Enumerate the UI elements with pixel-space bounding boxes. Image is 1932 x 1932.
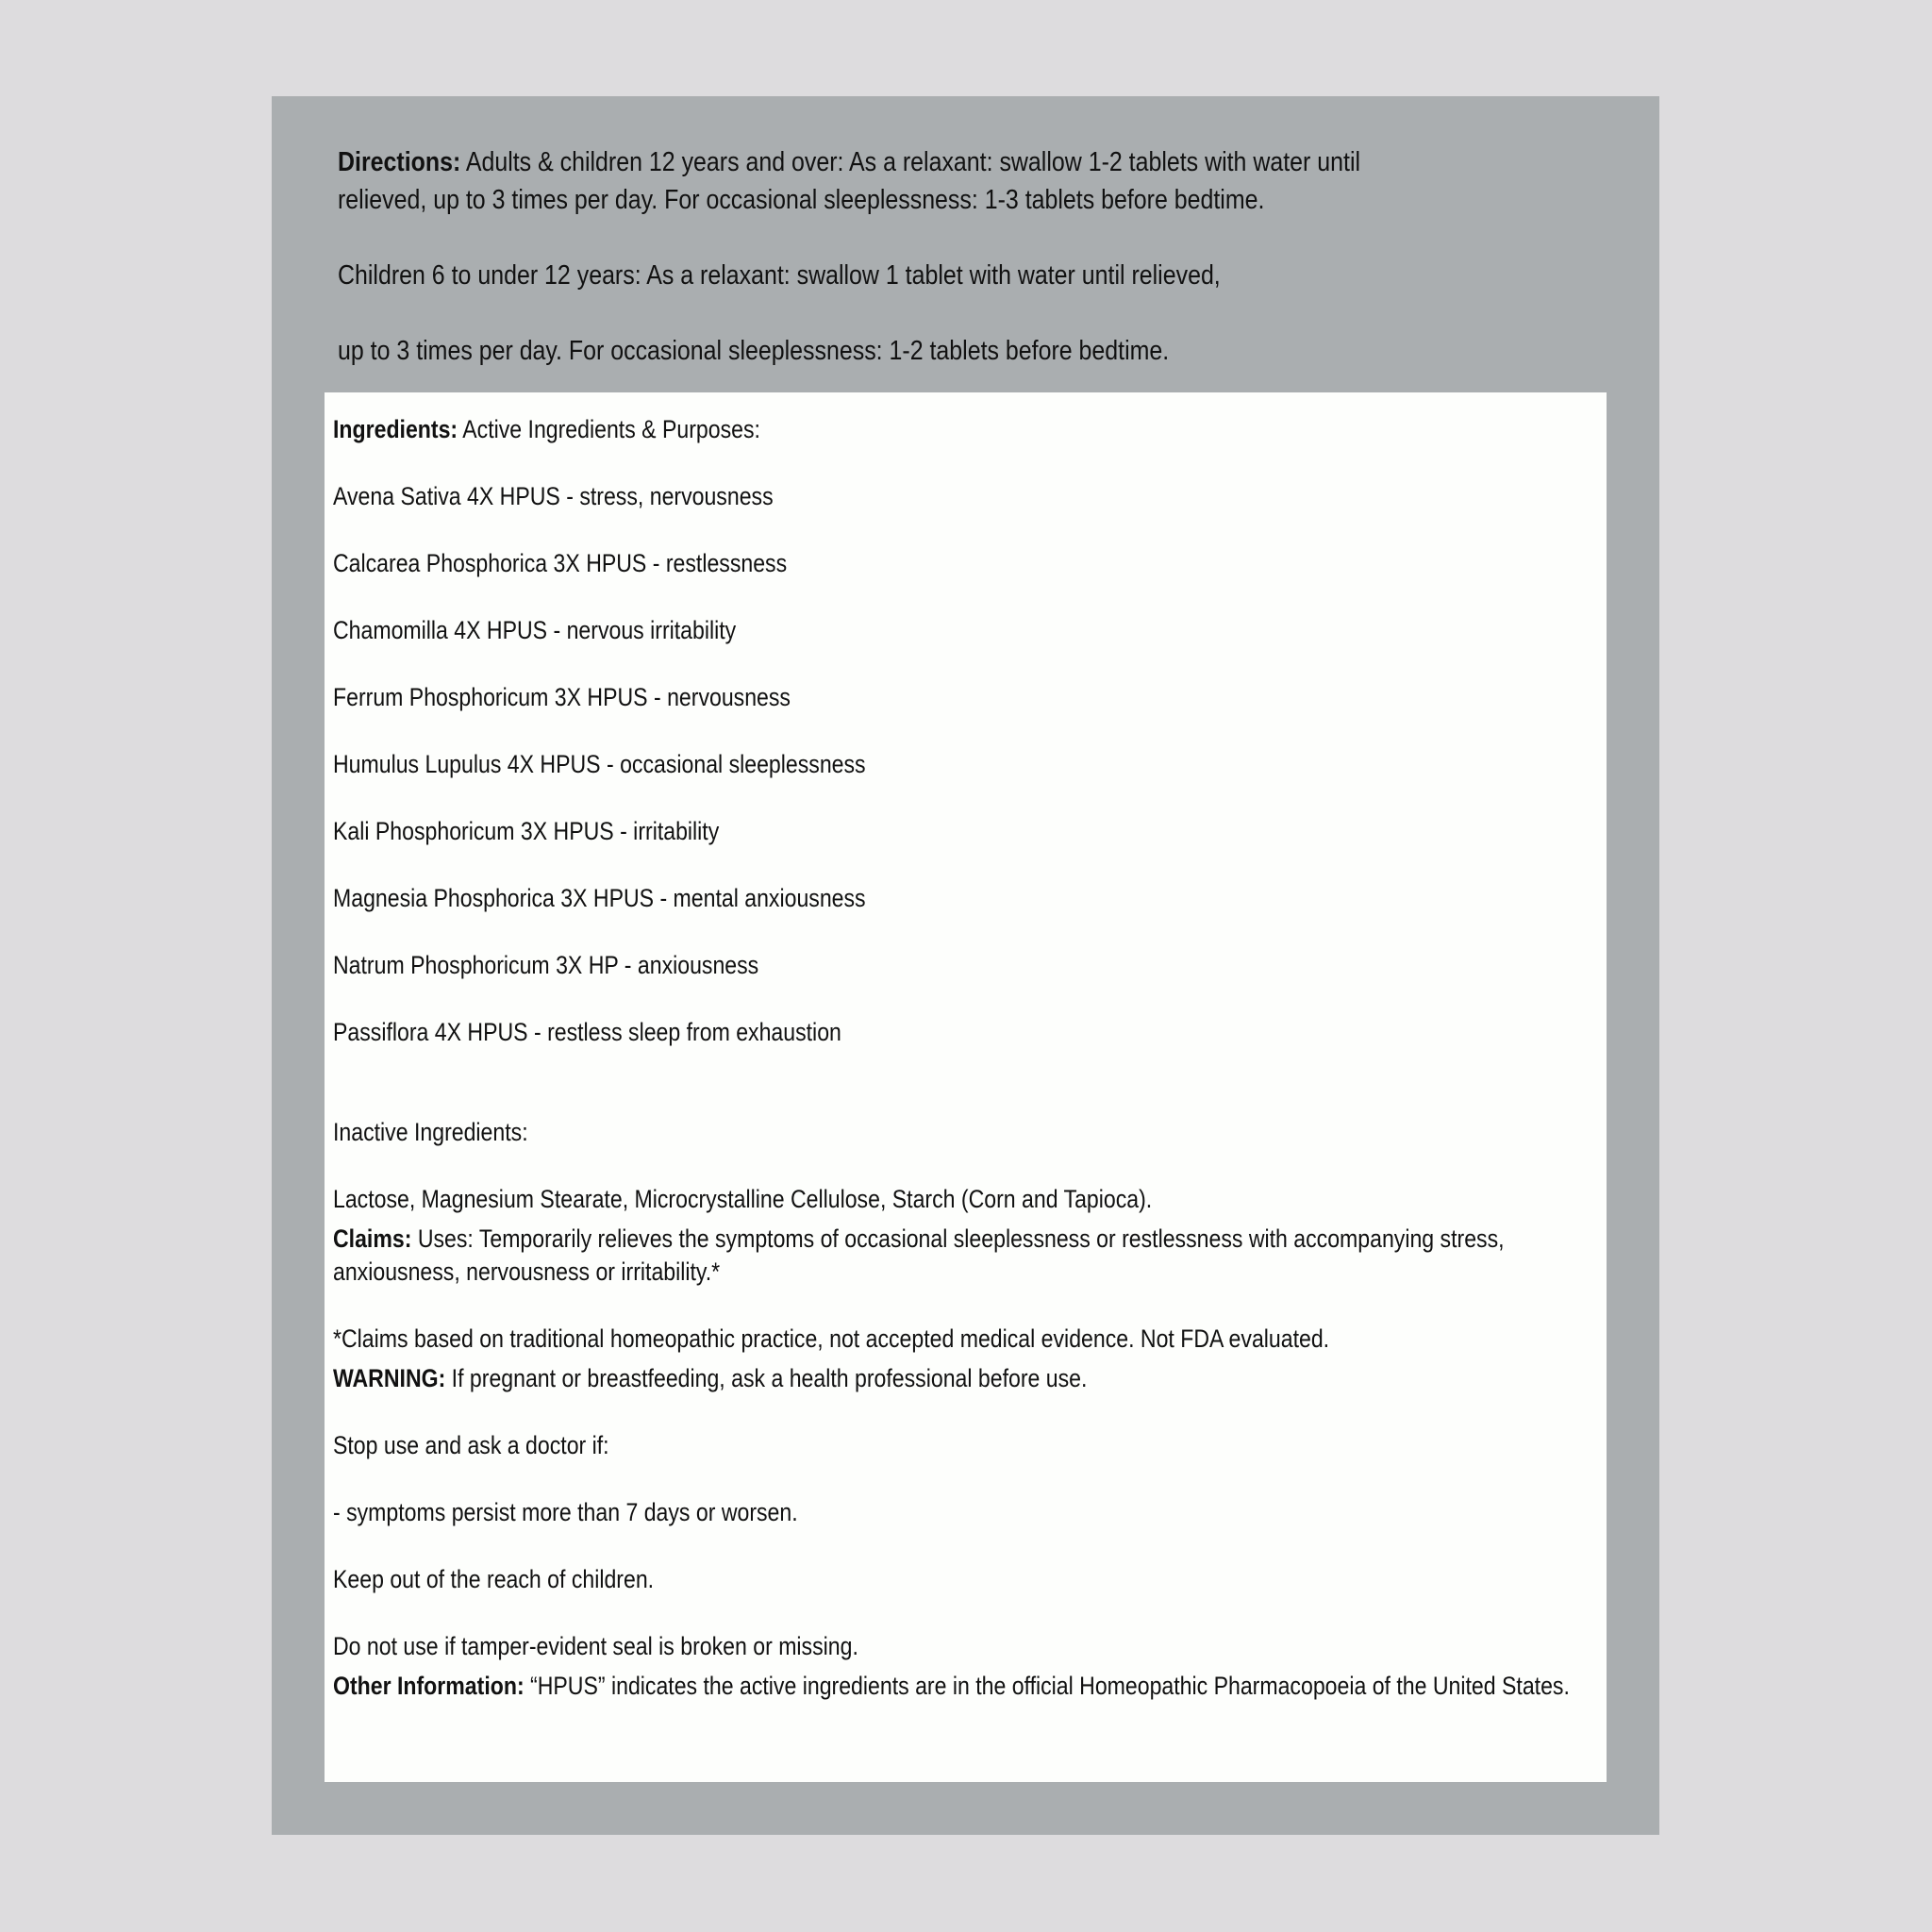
active-ingredient: Calcarea Phosphorica 3X HPUS - restlessness — [333, 549, 788, 577]
stop-use-text: Stop use and ask a doctor if: — [333, 1431, 609, 1459]
active-ingredient: Humulus Lupulus 4X HPUS - occasional sleeplessness — [333, 750, 866, 778]
active-ingredient: Ferrum Phosphoricum 3X HPUS - nervousness — [333, 683, 791, 711]
label-panel — [272, 96, 1659, 1835]
other-information-body: “HPUS” indicates the active ingredients are in the official Homeopathic Pharmacopoeia of the United States. — [524, 1672, 1570, 1700]
claims-text — [333, 1223, 1583, 1289]
active-ingredient: Avena Sativa 4X HPUS - stress, nervousness — [333, 482, 774, 510]
seal-text: Do not use if tamper-evident seal is broken or missing. — [333, 1632, 858, 1660]
directions-adults-text: Adults & children 12 years and over: As a relaxant: swallow 1-2 tablets with water until relieved, up to 3 times per day. For occasional sleeplessness: 1-3 tablets before bedtime. — [338, 147, 1361, 215]
warning-text — [333, 1362, 1607, 1395]
inactive-ingredients-heading: Inactive Ingredients: — [333, 1118, 528, 1146]
directions-children-line1: Children 6 to under 12 years: As a relaxant: swallow 1 tablet with water until relieved, — [338, 260, 1221, 291]
ingredients-heading — [333, 413, 1607, 446]
active-ingredient: Kali Phosphoricum 3X HPUS - irritability — [333, 817, 720, 845]
ingredients-label: Ingredients: — [333, 415, 458, 443]
directions-adults — [338, 143, 1449, 219]
inactive-ingredients-list: Lactose, Magnesium Stearate, Microcrystalline Cellulose, Starch (Corn and Tapioca). — [333, 1185, 1153, 1213]
active-ingredient: Natrum Phosphoricum 3X HP - anxiousness — [333, 951, 759, 979]
keep-out-text: Keep out of the reach of children. — [333, 1565, 655, 1593]
directions-section — [338, 143, 1604, 370]
info-box — [325, 392, 1607, 1782]
warning-body: If pregnant or breastfeeding, ask a health professional before use. — [445, 1364, 1088, 1392]
directions-children-line2: up to 3 times per day. For occasional sleeplessness: 1-2 tablets before bedtime. — [338, 336, 1170, 366]
active-ingredient: Chamomilla 4X HPUS - nervous irritability — [333, 616, 737, 644]
symptoms-text: - symptoms persist more than 7 days or worsen. — [333, 1498, 798, 1526]
claims-label: Claims: — [333, 1224, 412, 1253]
warning-label: WARNING: — [333, 1364, 446, 1392]
other-information-label: Other Information: — [333, 1672, 525, 1700]
directions-label: Directions: — [338, 147, 461, 177]
ingredients-intro: Active Ingredients & Purposes: — [458, 415, 760, 443]
other-information-text — [333, 1670, 1583, 1703]
active-ingredient: Passiflora 4X HPUS - restless sleep from exhaustion — [333, 1018, 841, 1046]
active-ingredient: Magnesia Phosphorica 3X HPUS - mental anxiousness — [333, 884, 866, 912]
claims-body: Uses: Temporarily relieves the symptoms of occasional sleeplessness or restlessness with accompanying stress, anxiousness, nervousness or irritability.* — [333, 1224, 1505, 1286]
claims-footnote: *Claims based on traditional homeopathic practice, not accepted medical evidence. Not FDA evaluated. — [333, 1324, 1330, 1353]
info-content — [333, 413, 1607, 1703]
